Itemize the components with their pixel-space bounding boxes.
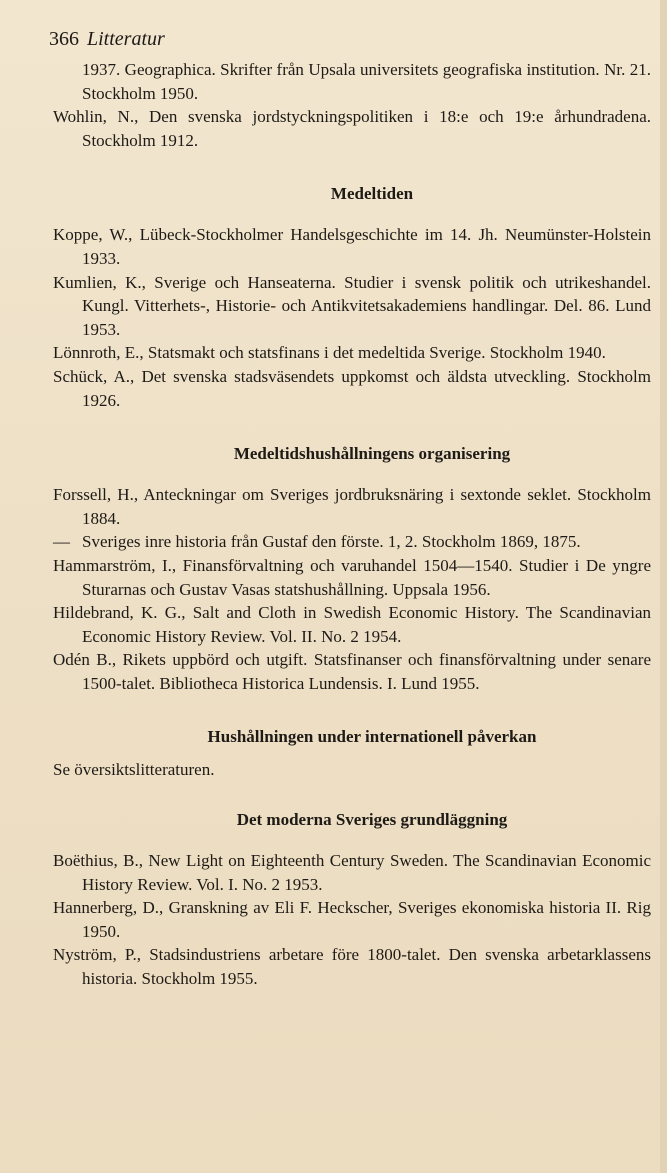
bib-entry: Forssell, H., Anteckningar om Sveriges jordbruksnäring i sextonde seklet. Stockholm 1884. (53, 485, 651, 528)
bib-entry: Boëthius, B., New Light on Eighteenth Century Sweden. The Scandinavian Economic History Review. Vol. I. No. 2 1953. (53, 851, 651, 894)
bib-entry: Nyström, P., Stadsindustriens arbetare före 1800-talet. Den svenska arbetarklassens historia. Stockholm 1955. (53, 945, 651, 989)
section-heading-internationell: Hushållningen under internationell påverkan (207, 727, 537, 747)
running-title: Litteratur (87, 28, 165, 50)
bibliography (53, 58, 651, 991)
section-heading-grundlaggning: Det moderna Sveriges grundläggning (236, 810, 508, 830)
bib-entry-text: Sveriges inre historia från Gustaf den förste. 1, 2. Stockholm 1869, 1875. (82, 532, 581, 552)
page-number: 366 (49, 28, 79, 50)
bib-entry: Odén B., Rikets uppbörd och utgift. Statsfinanser och finansförvaltning under senare 1500-talet. Bibliotheca Historica Lundensis. I. Lund 1955. (53, 650, 651, 693)
bib-entry: Hildebrand, K. G., Salt and Cloth in Swedish Economic History. The Scandinavian Economic History Review. Vol. II. No. 2 1954. (53, 603, 651, 646)
bib-entry: 1937. Geographica. Skrifter från Upsala universitets geografiska institution. Nr. 21. Stockholm 1950. (82, 60, 651, 103)
bib-entry-ditto (53, 530, 651, 554)
bib-entry: Schück, A., Det svenska stadsväsendets uppkomst och äldsta utveckling. Stockholm 1926. (53, 366, 651, 410)
bib-entry: Wohlin, N., Den svenska jordstyckningspolitiken i 18:e och 19:e århundradena. Stockholm 1912. (53, 107, 651, 150)
bib-entry: Hammarström, I., Finansförvaltning och varuhandel 1504—1540. Studier i De yngre Sturarnas och Gustav Vasas statshushållning. Uppsala 1956. (53, 555, 651, 599)
ditto-dash: — (53, 532, 70, 552)
bib-entry: Kumlien, K., Sverige och Hanseaterna. Studier i svensk politik och utrikeshandel. Kungl. Vitterhets-, Historie- och Antikvitetsakademiens handlingar. Del. 86. Lund 1953. (53, 272, 651, 339)
section-heading-organisering: Medeltidshushållningens organisering (233, 444, 511, 464)
page-header (49, 28, 165, 51)
bib-entry: Hannerberg, D., Granskning av Eli F. Heckscher, Sveriges ekonomiska historia II. Rig 1950. (53, 898, 651, 941)
section-heading-medeltiden: Medeltiden (330, 184, 414, 204)
page-edge (660, 0, 667, 1173)
bib-entry: Se översiktslitteraturen. (53, 760, 215, 780)
bib-entry: Koppe, W., Lübeck-Stockholmer Handelsgeschichte im 14. Jh. Neumünster-Holstein 1933. (53, 225, 651, 268)
bib-entry: Lönnroth, E., Statsmakt och statsfinans i det medeltida Sverige. Stockholm 1940. (53, 343, 606, 363)
